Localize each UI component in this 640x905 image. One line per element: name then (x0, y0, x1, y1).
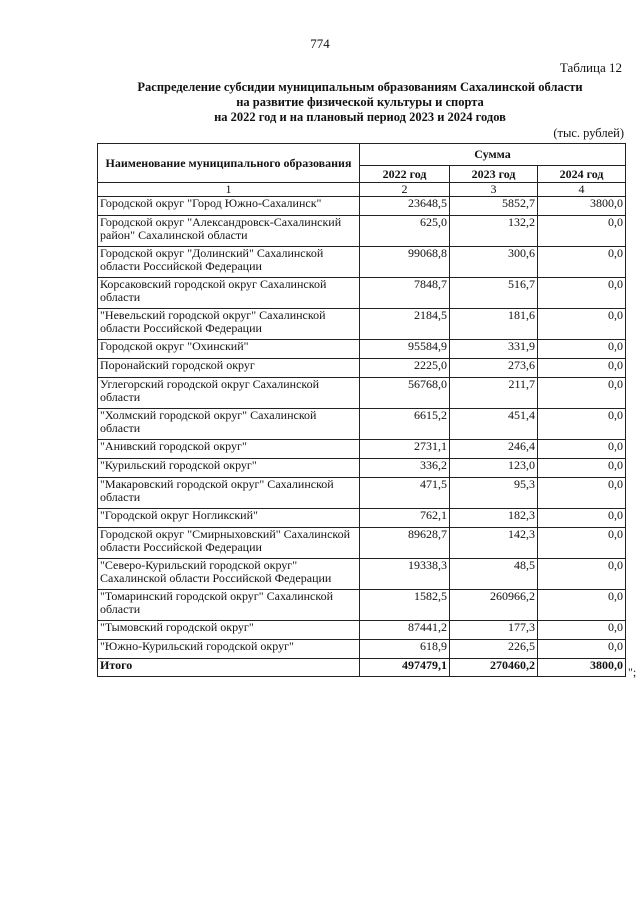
value-2024: 0,0 (538, 640, 626, 659)
table-label: Таблица 12 (559, 60, 622, 75)
row-name: Городской округ "Долинский" Сахалинской области Российской Федерации (98, 247, 360, 278)
value-2023: 48,5 (450, 559, 538, 590)
value-2023: 451,4 (450, 409, 538, 440)
value-2022: 19338,3 (360, 559, 450, 590)
value-2023: 331,9 (450, 340, 538, 359)
value-2022: 95584,9 (360, 340, 450, 359)
table-row (98, 559, 626, 590)
row-name: "Тымовский городской округ" (98, 621, 360, 640)
table-row (98, 216, 626, 247)
document-title (100, 80, 620, 125)
table-row (98, 640, 626, 659)
header-name: Наименование муниципального образования (98, 144, 360, 183)
value-2022: 762,1 (360, 509, 450, 528)
value-2023: 132,2 (450, 216, 538, 247)
title-line: на 2022 год и на плановый период 2023 и 2024 годов (214, 110, 506, 124)
value-2022: 471,5 (360, 478, 450, 509)
row-name: "Макаровский городской округ" Сахалинской области (98, 478, 360, 509)
row-name: "Холмский городской округ" Сахалинской области (98, 409, 360, 440)
value-2022: 23648,5 (360, 197, 450, 216)
index-cell: 3 (450, 183, 538, 197)
value-2024: 0,0 (538, 359, 626, 378)
value-2022: 99068,8 (360, 247, 450, 278)
header-year-2023: 2023 год (450, 165, 538, 182)
value-2023: 273,6 (450, 359, 538, 378)
units-label: (тыс. рублей) (553, 126, 624, 140)
value-2024: 0,0 (538, 278, 626, 309)
value-2022: 87441,2 (360, 621, 450, 640)
table-row (98, 590, 626, 621)
row-name: "Невельский городской округ" Сахалинской области Российской Федерации (98, 309, 360, 340)
value-2024: 0,0 (538, 409, 626, 440)
value-2022: 1582,5 (360, 590, 450, 621)
row-name: "Анивский городской округ" (98, 440, 360, 459)
table-row (98, 340, 626, 359)
row-name: "Томаринский городской округ" Сахалинской области (98, 590, 360, 621)
value-2024: 0,0 (538, 478, 626, 509)
table-row (98, 378, 626, 409)
header-index-row (98, 183, 626, 197)
table-row (98, 509, 626, 528)
total-label: Итого (98, 659, 360, 677)
index-cell: 2 (360, 183, 450, 197)
value-2022: 2225,0 (360, 359, 450, 378)
index-cell: 1 (98, 183, 360, 197)
title-line: на развитие физической культуры и спорта (236, 95, 484, 109)
table-row (98, 278, 626, 309)
total-2024: 3800,0 (538, 659, 626, 677)
value-2024: 0,0 (538, 509, 626, 528)
value-2023: 123,0 (450, 459, 538, 478)
title-line: Распределение субсидии муниципальным образованиям Сахалинской области (137, 80, 583, 94)
table-row (98, 247, 626, 278)
value-2022: 89628,7 (360, 528, 450, 559)
value-2023: 142,3 (450, 528, 538, 559)
value-2022: 625,0 (360, 216, 450, 247)
row-name: "Северо-Курильский городской округ" Сахалинской области Российской Федерации (98, 559, 360, 590)
value-2022: 2184,5 (360, 309, 450, 340)
total-row (98, 659, 626, 677)
value-2024: 3800,0 (538, 197, 626, 216)
value-2024: 0,0 (538, 378, 626, 409)
value-2024: 0,0 (538, 459, 626, 478)
value-2023: 260966,2 (450, 590, 538, 621)
value-2024: 0,0 (538, 621, 626, 640)
table-row (98, 309, 626, 340)
page-number: 774 (310, 36, 330, 51)
value-2024: 0,0 (538, 216, 626, 247)
value-2023: 516,7 (450, 278, 538, 309)
value-2023: 5852,7 (450, 197, 538, 216)
table-row (98, 409, 626, 440)
value-2023: 177,3 (450, 621, 538, 640)
row-name: Поронайский городской округ (98, 359, 360, 378)
header-sum: Сумма (360, 144, 626, 166)
closing-quote-mark: "; (628, 665, 637, 679)
value-2023: 181,6 (450, 309, 538, 340)
table-row (98, 359, 626, 378)
value-2024: 0,0 (538, 247, 626, 278)
header-year-2022: 2022 год (360, 165, 450, 182)
value-2022: 7848,7 (360, 278, 450, 309)
value-2024: 0,0 (538, 528, 626, 559)
value-2023: 95,3 (450, 478, 538, 509)
value-2023: 246,4 (450, 440, 538, 459)
index-cell: 4 (538, 183, 626, 197)
value-2023: 300,6 (450, 247, 538, 278)
value-2024: 0,0 (538, 340, 626, 359)
row-name: "Городской округ Ногликский" (98, 509, 360, 528)
value-2022: 56768,0 (360, 378, 450, 409)
value-2022: 2731,1 (360, 440, 450, 459)
value-2022: 336,2 (360, 459, 450, 478)
subsidy-table (97, 143, 626, 677)
table-row (98, 459, 626, 478)
row-name: Углегорский городской округ Сахалинской области (98, 378, 360, 409)
table-row (98, 528, 626, 559)
value-2024: 0,0 (538, 440, 626, 459)
value-2024: 0,0 (538, 309, 626, 340)
row-name: Городской округ "Александровск-Сахалинский район" Сахалинской области (98, 216, 360, 247)
value-2022: 618,9 (360, 640, 450, 659)
total-2023: 270460,2 (450, 659, 538, 677)
value-2023: 211,7 (450, 378, 538, 409)
row-name: Городской округ "Смирныховский" Сахалинской области Российской Федерации (98, 528, 360, 559)
total-2022: 497479,1 (360, 659, 450, 677)
value-2022: 6615,2 (360, 409, 450, 440)
table-row (98, 197, 626, 216)
row-name: Корсаковский городской округ Сахалинской области (98, 278, 360, 309)
value-2024: 0,0 (538, 590, 626, 621)
table-row (98, 440, 626, 459)
header-year-2024: 2024 год (538, 165, 626, 182)
row-name: Городской округ "Город Южно-Сахалинск" (98, 197, 360, 216)
value-2023: 226,5 (450, 640, 538, 659)
value-2024: 0,0 (538, 559, 626, 590)
table-row (98, 478, 626, 509)
value-2023: 182,3 (450, 509, 538, 528)
table-row (98, 621, 626, 640)
row-name: Городской округ "Охинский" (98, 340, 360, 359)
row-name: "Курильский городской округ" (98, 459, 360, 478)
row-name: "Южно-Курильский городской округ" (98, 640, 360, 659)
